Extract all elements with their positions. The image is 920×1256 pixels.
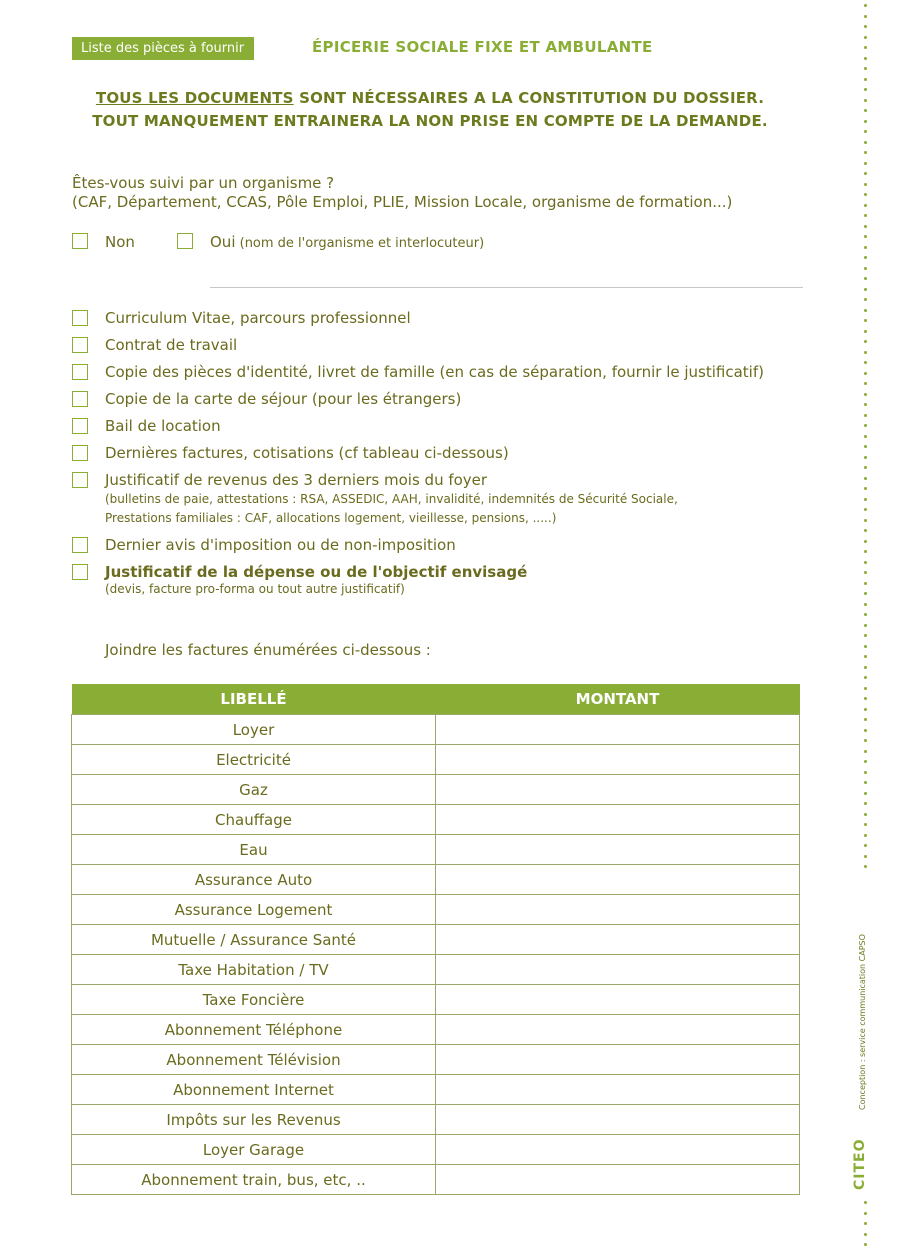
margin-dot <box>864 25 867 28</box>
margin-dot <box>864 645 867 648</box>
amount-cell[interactable] <box>436 1045 800 1075</box>
margin-dot <box>864 697 867 700</box>
amount-cell[interactable] <box>436 745 800 775</box>
amount-cell[interactable] <box>436 1165 800 1195</box>
warning-line-1-rest: SONT NÉCESSAIRES A LA CONSTITUTION DU DOSSIER. <box>293 89 765 107</box>
margin-dot <box>864 372 867 375</box>
document-title: ÉPICERIE SOCIALE FIXE ET AMBULANTE <box>312 38 653 56</box>
margin-dot <box>864 214 867 217</box>
margin-dot <box>864 771 867 774</box>
table-row <box>72 745 800 775</box>
checkbox-identite[interactable] <box>72 364 88 380</box>
margin-dot <box>864 151 867 154</box>
checkbox-contrat[interactable] <box>72 337 88 353</box>
margin-dot <box>864 435 867 438</box>
option-yes-note: (nom de l'organisme et interlocuteur) <box>235 236 485 251</box>
amount-cell[interactable] <box>436 835 800 865</box>
table-row <box>72 865 800 895</box>
margin-dot <box>864 298 867 301</box>
margin-dot <box>864 99 867 102</box>
row-label: Electricité <box>72 745 436 775</box>
margin-dot <box>864 172 867 175</box>
margin-dot <box>864 666 867 669</box>
row-label: Eau <box>72 835 436 865</box>
margin-dot <box>864 277 867 280</box>
checkbox-imposition[interactable] <box>72 537 88 553</box>
margin-dot <box>864 340 867 343</box>
margin-dot <box>864 498 867 501</box>
margin-dot <box>864 4 867 7</box>
margin-dot <box>864 708 867 711</box>
margin-dot <box>864 162 867 165</box>
margin-dot <box>864 288 867 291</box>
warning-line-2: TOUT MANQUEMENT ENTRAINERA LA NON PRISE EN COMPTE DE LA DEMANDE. <box>92 112 768 130</box>
row-label: Taxe Habitation / TV <box>72 955 436 985</box>
margin-dot <box>864 15 867 18</box>
amount-cell[interactable] <box>436 865 800 895</box>
table-row <box>72 1105 800 1135</box>
amount-cell[interactable] <box>436 1075 800 1105</box>
margin-dot <box>864 46 867 49</box>
margin-dot <box>864 823 867 826</box>
margin-dot <box>864 246 867 249</box>
margin-dot <box>864 120 867 123</box>
checkbox-bail[interactable] <box>72 418 88 434</box>
margin-dot <box>864 309 867 312</box>
table-row <box>72 895 800 925</box>
margin-dot <box>864 540 867 543</box>
margin-dot <box>864 183 867 186</box>
margin-dot <box>864 466 867 469</box>
table-row <box>72 775 800 805</box>
margin-dot <box>864 739 867 742</box>
margin-dot <box>864 718 867 721</box>
margin-dot <box>864 519 867 522</box>
margin-dot <box>864 1233 867 1236</box>
margin-dot <box>864 1201 867 1204</box>
row-label: Assurance Auto <box>72 865 436 895</box>
margin-dot <box>864 393 867 396</box>
option-yes-text: Oui <box>210 233 236 251</box>
table-row <box>72 955 800 985</box>
margin-dot <box>864 141 867 144</box>
amount-cell[interactable] <box>436 1105 800 1135</box>
margin-dot <box>864 109 867 112</box>
margin-dot <box>864 204 867 207</box>
checkbox-factures[interactable] <box>72 445 88 461</box>
margin-dot <box>864 813 867 816</box>
margin-dot <box>864 319 867 322</box>
margin-dot <box>864 256 867 259</box>
margin-dot <box>864 855 867 858</box>
margin-dot <box>864 550 867 553</box>
row-label: Taxe Foncière <box>72 985 436 1015</box>
checklist-item: Copie de la carte de séjour (pour les étrangers) <box>105 390 462 408</box>
row-label: Impôts sur les Revenus <box>72 1105 436 1135</box>
option-no-label: Non <box>105 233 135 251</box>
row-label: Abonnement train, bus, etc, .. <box>72 1165 436 1195</box>
citeo-logo: CITEO <box>852 1138 868 1190</box>
margin-dot <box>864 1222 867 1225</box>
row-label: Abonnement Internet <box>72 1075 436 1105</box>
margin-dot <box>864 130 867 133</box>
margin-dot <box>864 445 867 448</box>
margin-dot <box>864 571 867 574</box>
margin-dot <box>864 655 867 658</box>
checklist-item: Copie des pièces d'identité, livret de famille (en cas de séparation, fournir le justificatif) <box>105 363 764 381</box>
amount-cell[interactable] <box>436 895 800 925</box>
table-row <box>72 1045 800 1075</box>
row-label: Loyer Garage <box>72 1135 436 1165</box>
margin-dot <box>864 361 867 364</box>
margin-dot <box>864 67 867 70</box>
margin-dot <box>864 729 867 732</box>
warning-line-1 <box>0 89 860 107</box>
checkbox-depense[interactable] <box>72 564 88 580</box>
column-header-libelle: LIBELLÉ <box>72 684 436 715</box>
column-header-montant: MONTANT <box>436 684 800 715</box>
checklist-item: Contrat de travail <box>105 336 238 354</box>
checklist-item-detail: (devis, facture pro-forma ou tout autre justificatif) <box>105 582 405 596</box>
checklist-item: Justificatif de la dépense ou de l'objectif envisagé <box>105 563 528 581</box>
margin-dot <box>864 403 867 406</box>
margin-dot <box>864 88 867 91</box>
organism-name-field[interactable] <box>210 287 803 288</box>
table-header-row <box>72 684 800 715</box>
checklist-item: Justificatif de revenus des 3 derniers mois du foyer <box>105 471 488 489</box>
checklist-item: Bail de location <box>105 417 221 435</box>
amount-cell[interactable] <box>436 805 800 835</box>
checkbox-cv[interactable] <box>72 310 88 326</box>
table-row <box>72 1015 800 1045</box>
row-label: Assurance Logement <box>72 895 436 925</box>
margin-dot <box>864 1243 867 1246</box>
table-row <box>72 1165 800 1195</box>
margin-dot <box>864 613 867 616</box>
table-row <box>72 835 800 865</box>
margin-dot <box>864 456 867 459</box>
margin-dot <box>864 1212 867 1215</box>
margin-dot <box>864 235 867 238</box>
table-row <box>72 925 800 955</box>
margin-dot <box>864 508 867 511</box>
checklist-item-detail: (bulletins de paie, attestations : RSA, ASSEDIC, AAH, invalidité, indemnités de Sécurité Sociale, <box>105 492 678 506</box>
checkbox-revenus[interactable] <box>72 472 88 488</box>
checklist-item-detail: Prestations familiales : CAF, allocations logement, vieillesse, pensions, .....) <box>105 511 557 525</box>
margin-dot <box>864 603 867 606</box>
invoices-table <box>71 684 800 1195</box>
margin-dot <box>864 802 867 805</box>
amount-cell[interactable] <box>436 955 800 985</box>
margin-dot <box>864 414 867 417</box>
margin-dot <box>864 78 867 81</box>
margin-dot <box>864 193 867 196</box>
amount-cell[interactable] <box>436 1015 800 1045</box>
table-row <box>72 985 800 1015</box>
checklist-item: Curriculum Vitae, parcours professionnel <box>105 309 411 327</box>
amount-cell[interactable] <box>436 715 800 745</box>
margin-dot <box>864 225 867 228</box>
amount-cell[interactable] <box>436 775 800 805</box>
margin-dot <box>864 57 867 60</box>
margin-dot <box>864 561 867 564</box>
checkbox-sejour[interactable] <box>72 391 88 407</box>
table-row <box>72 805 800 835</box>
margin-dot <box>864 477 867 480</box>
margin-dot <box>864 351 867 354</box>
margin-dot <box>864 792 867 795</box>
margin-dot <box>864 582 867 585</box>
margin-dot <box>864 844 867 847</box>
margin-dot <box>864 487 867 490</box>
row-label: Mutuelle / Assurance Santé <box>72 925 436 955</box>
margin-dot <box>864 36 867 39</box>
margin-dot <box>864 529 867 532</box>
question-line-2: (CAF, Département, CCAS, Pôle Emploi, PLIE, Mission Locale, organisme de formation...) <box>72 193 733 211</box>
margin-dot <box>864 834 867 837</box>
checkbox-no[interactable] <box>72 233 88 249</box>
checklist-item: Dernières factures, cotisations (cf tableau ci-dessous) <box>105 444 509 462</box>
margin-dot <box>864 865 867 868</box>
margin-dot <box>864 687 867 690</box>
checklist-item: Dernier avis d'imposition ou de non-imposition <box>105 536 456 554</box>
table-row <box>72 715 800 745</box>
row-label: Abonnement Téléphone <box>72 1015 436 1045</box>
margin-dot <box>864 424 867 427</box>
option-yes-label <box>210 233 484 251</box>
margin-dot <box>864 781 867 784</box>
invoices-intro: Joindre les factures énumérées ci-dessous : <box>105 641 431 659</box>
amount-cell[interactable] <box>436 1135 800 1165</box>
margin-dot <box>864 676 867 679</box>
amount-cell[interactable] <box>436 985 800 1015</box>
table-row <box>72 1135 800 1165</box>
margin-dot <box>864 267 867 270</box>
margin-dot <box>864 624 867 627</box>
margin-dot <box>864 330 867 333</box>
row-label: Abonnement Télévision <box>72 1045 436 1075</box>
row-label: Loyer <box>72 715 436 745</box>
row-label: Chauffage <box>72 805 436 835</box>
amount-cell[interactable] <box>436 925 800 955</box>
margin-dot <box>864 760 867 763</box>
checkbox-yes[interactable] <box>177 233 193 249</box>
design-credit: Conception : service communication CAPSO <box>858 934 867 1110</box>
document-tag: Liste des pièces à fournir <box>72 37 254 60</box>
margin-dot <box>864 382 867 385</box>
question-line-1: Êtes-vous suivi par un organisme ? <box>72 174 335 192</box>
row-label: Gaz <box>72 775 436 805</box>
warning-emphasis: TOUS LES DOCUMENTS <box>95 89 294 107</box>
margin-dot <box>864 634 867 637</box>
margin-dot <box>864 592 867 595</box>
margin-dot <box>864 750 867 753</box>
table-row <box>72 1075 800 1105</box>
